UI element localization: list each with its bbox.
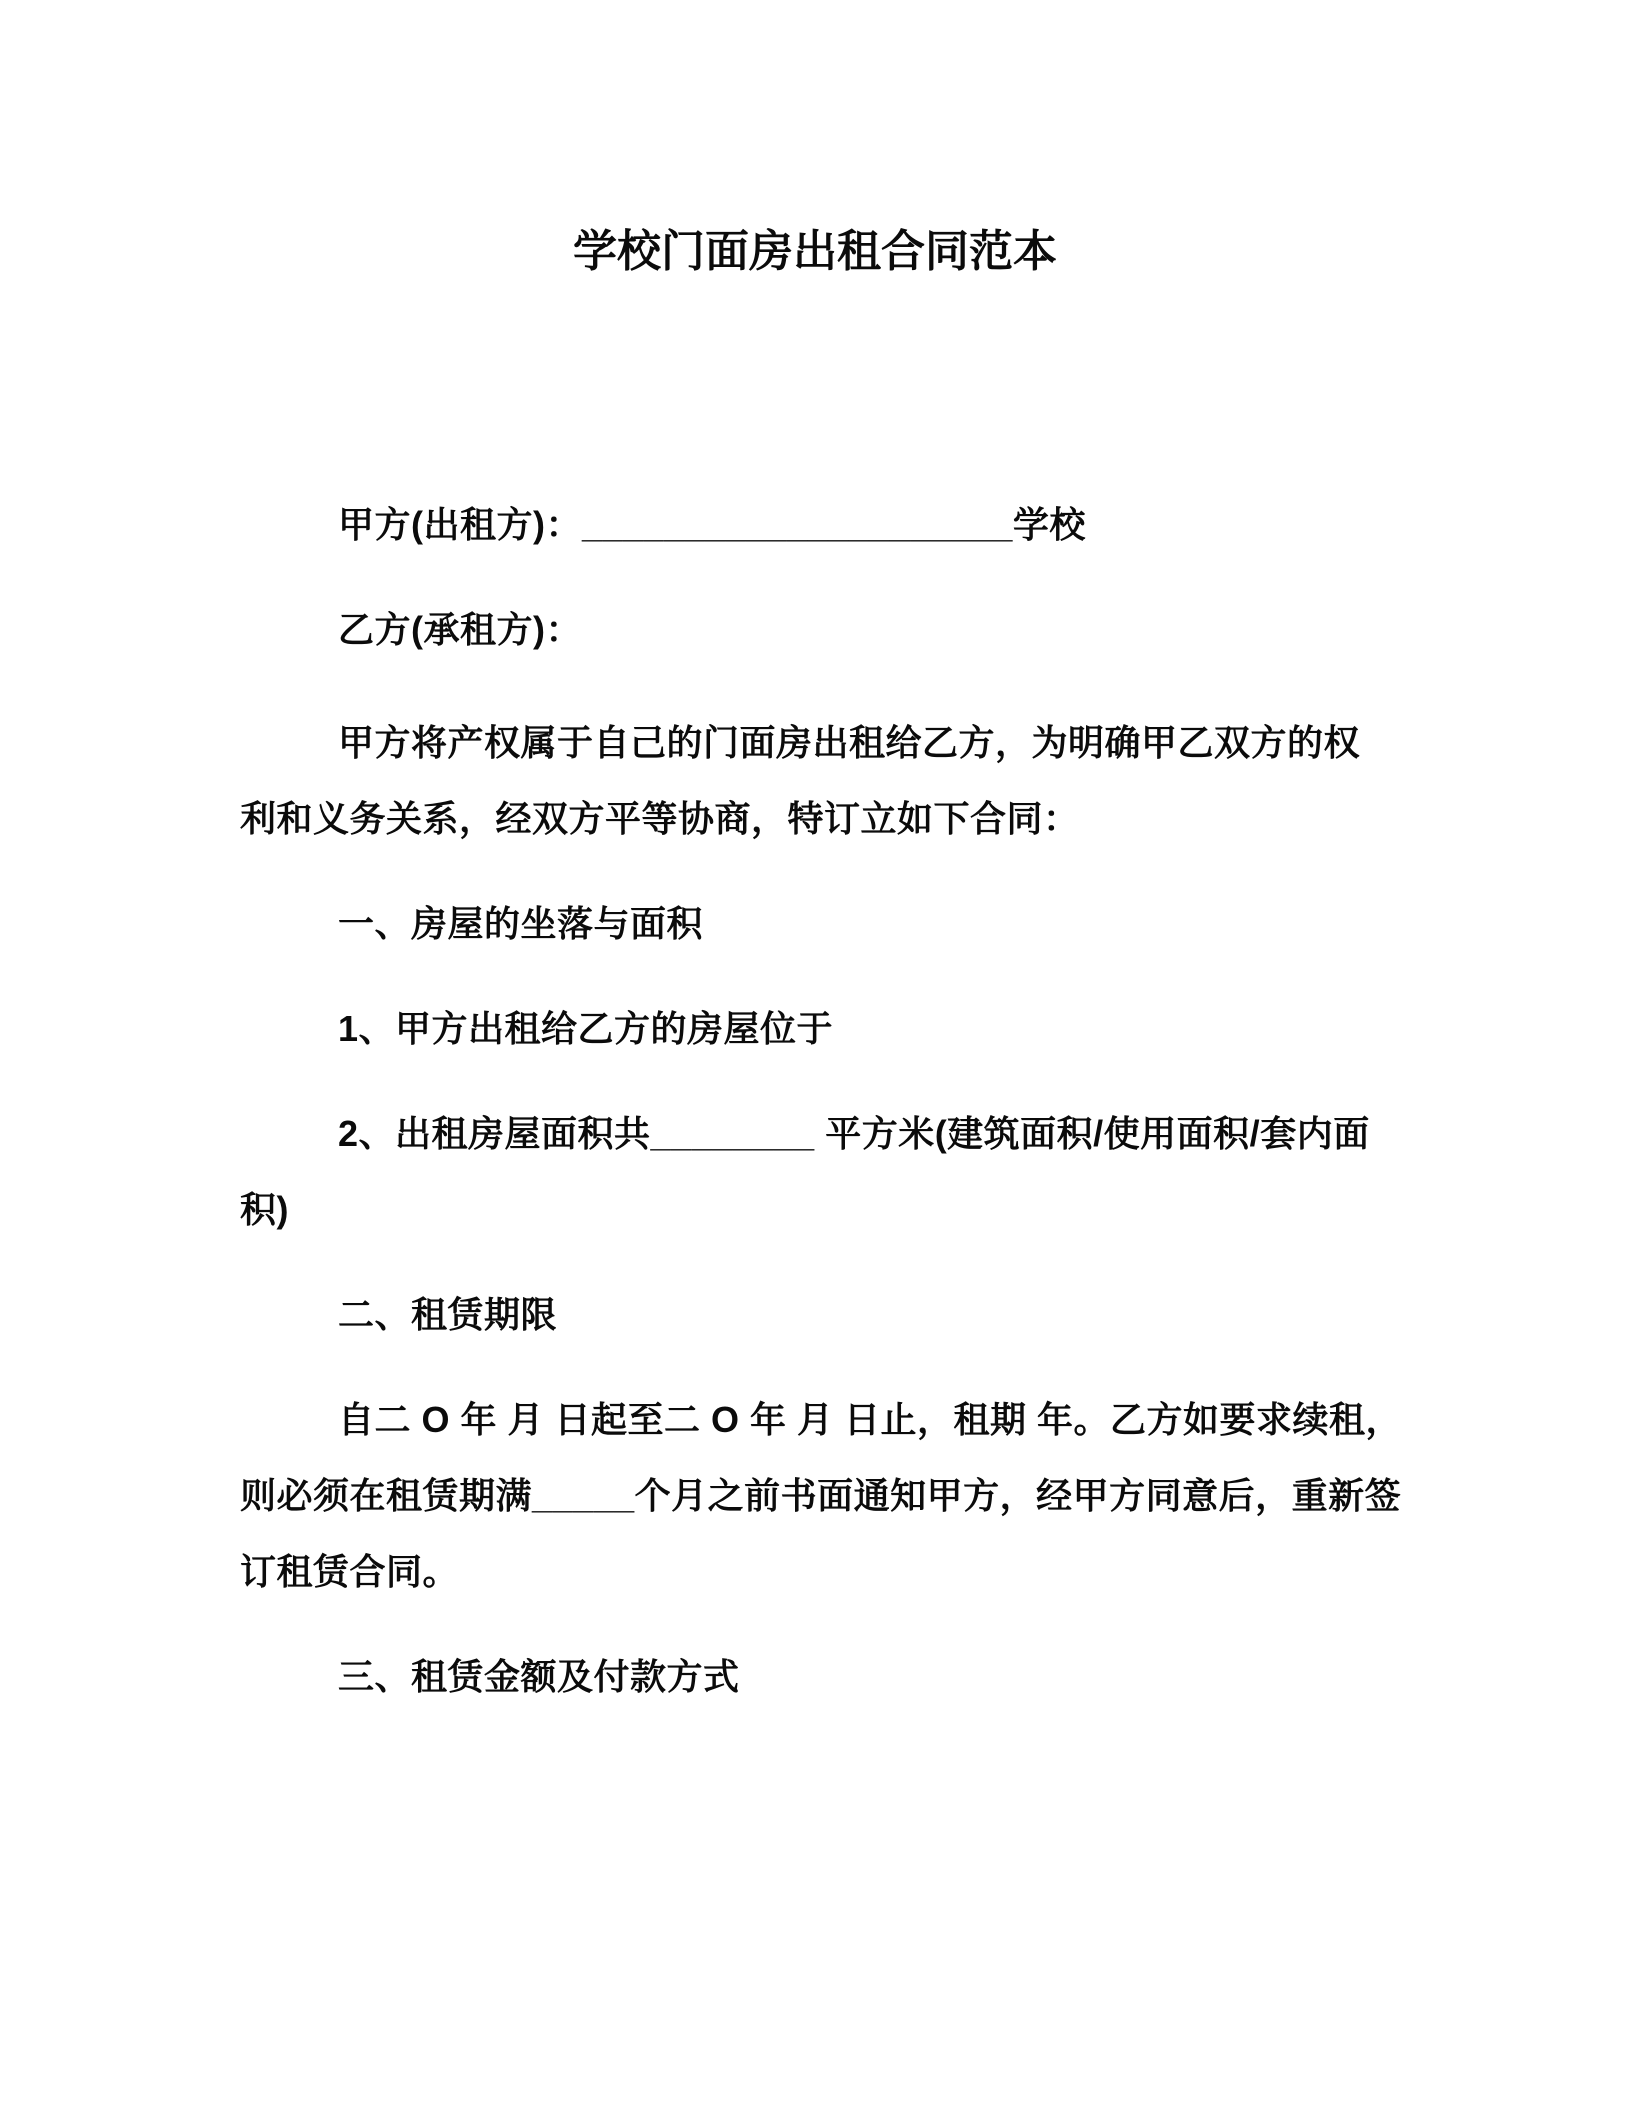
section-2-term-line-1: 自二 O 年 月 日起至二 O 年 月 日止，租期 年。乙方如要求续租， — [338, 1399, 1403, 1440]
party-b-line: 乙方(承租方)： — [338, 609, 582, 650]
section-1-item-2 — [240, 1096, 1390, 1248]
paragraph-party-a — [240, 487, 1390, 563]
section-3-heading-text: 三、租赁金额及付款方式 — [338, 1656, 740, 1697]
section-1-heading-text: 一、房屋的坐落与面积 — [338, 903, 704, 944]
section-1-heading — [240, 886, 1390, 962]
section-1-item-1-text: 1、甲方出租给乙方的房屋位于 — [338, 1008, 834, 1049]
section-1-item-1 — [240, 991, 1390, 1067]
section-1-item-2-line-2: 积) — [240, 1189, 289, 1230]
preamble-line-2: 利和义务关系，经双方平等协商，特订立如下合同： — [240, 798, 1080, 839]
section-3-heading — [240, 1639, 1390, 1715]
document-title: 学校门面房出租合同范本 — [573, 227, 1057, 276]
section-2-term-line-2: 则必须在租赁期满_____个月之前书面通知甲方，经甲方同意后，重新签 — [240, 1475, 1402, 1516]
paragraph-preamble — [240, 705, 1390, 857]
section-2-term — [240, 1382, 1403, 1610]
section-2-heading — [240, 1277, 1390, 1353]
section-2-term-line-3: 订租赁合同。 — [240, 1551, 460, 1592]
section-1-item-2-line-1: 2、出租房屋面积共________ 平方米(建筑面积/使用面积/套内面 — [338, 1113, 1370, 1154]
section-2-heading-text: 二、租赁期限 — [338, 1294, 558, 1335]
preamble-line-1: 甲方将产权属于自己的门面房出租给乙方，为明确甲乙双方的权 — [338, 722, 1361, 763]
party-a-line: 甲方(出租方)：_____________________学校 — [338, 504, 1086, 545]
paragraph-party-b — [240, 592, 1390, 668]
